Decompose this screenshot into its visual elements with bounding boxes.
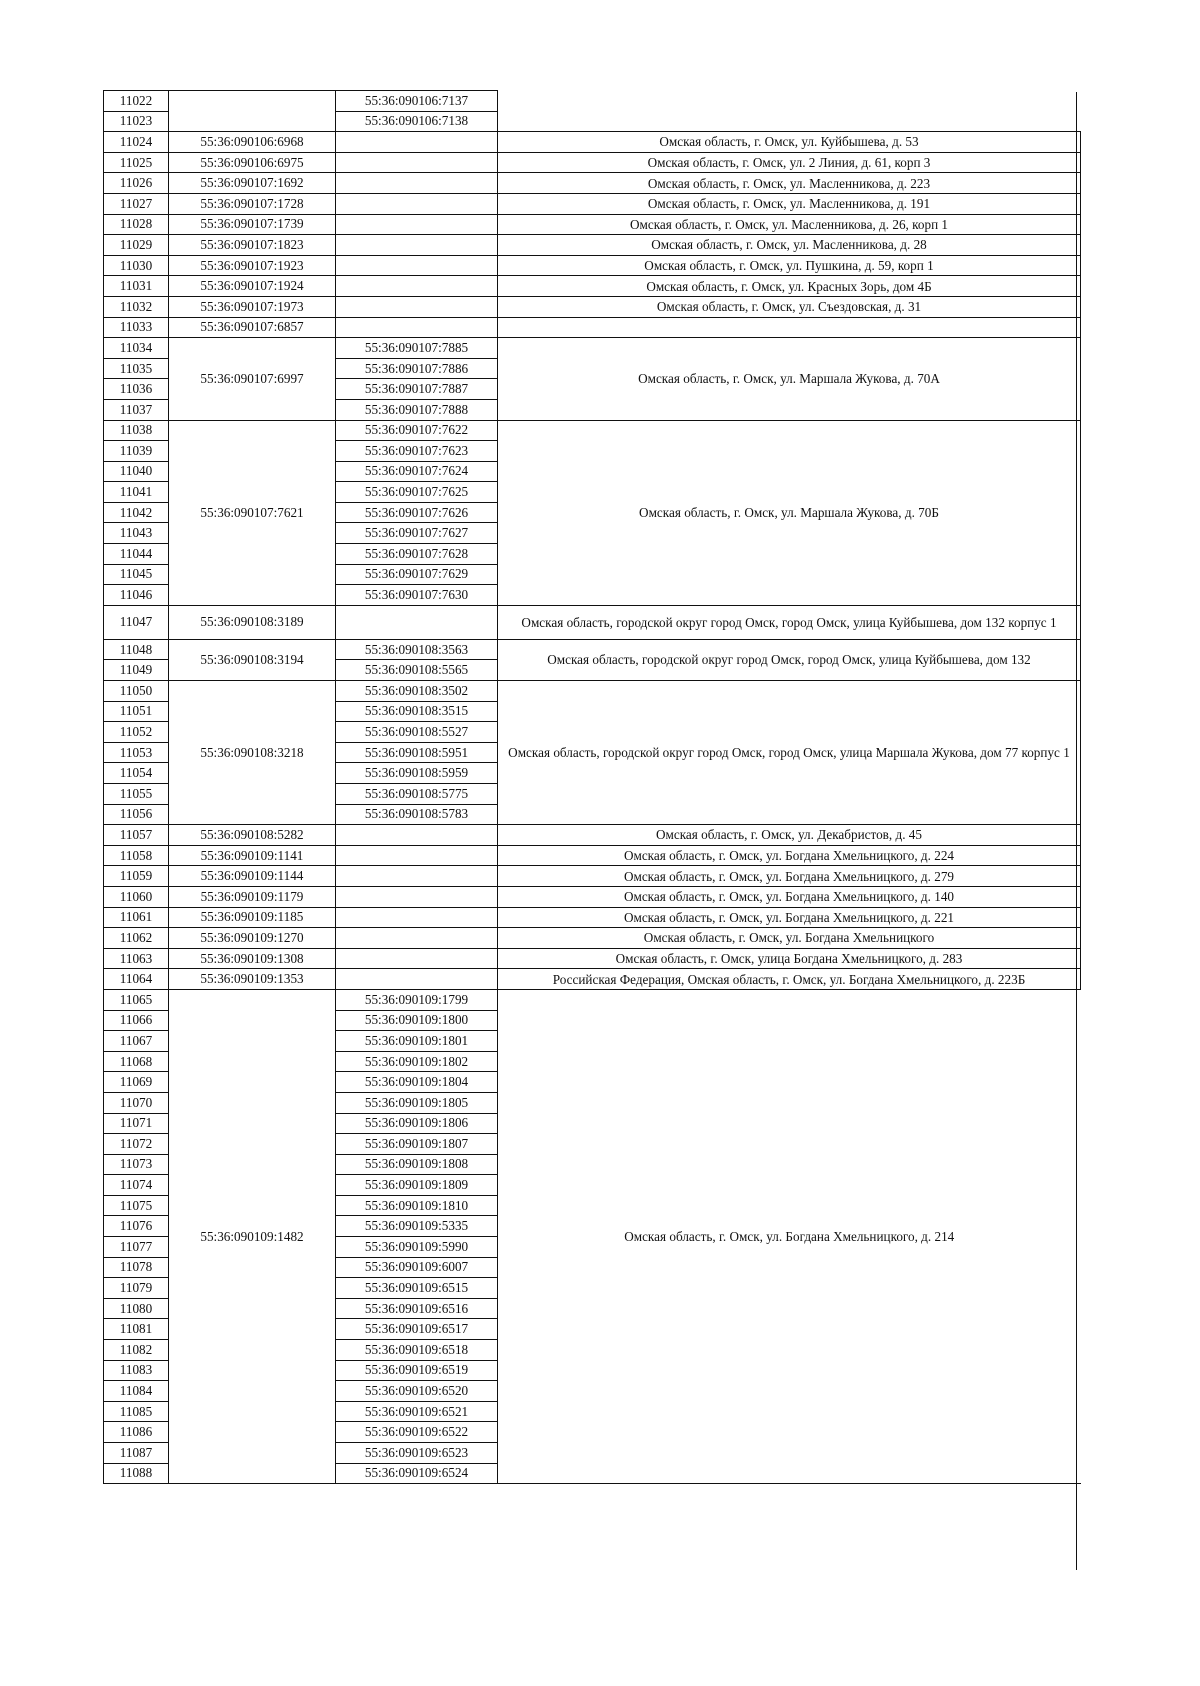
row-number-cell: 11068 (104, 1051, 169, 1072)
row-number-cell: 11030 (104, 255, 169, 276)
object-cadastral-cell: 55:36:090109:6007 (336, 1257, 498, 1278)
row-number-cell: 11081 (104, 1319, 169, 1340)
row-number-cell: 11031 (104, 276, 169, 297)
parcel-cadastral-cell (169, 91, 336, 132)
object-cadastral-cell: 55:36:090109:6517 (336, 1319, 498, 1340)
object-cadastral-cell: 55:36:090109:5335 (336, 1216, 498, 1237)
object-cadastral-cell: 55:36:090107:7623 (336, 441, 498, 462)
object-cadastral-cell: 55:36:090108:3515 (336, 701, 498, 722)
row-number-cell: 11086 (104, 1422, 169, 1443)
address-cell: Омская область, городской округ город Омск, город Омск, улица Маршала Жукова, дом 77 корпус 1 (498, 681, 1081, 825)
address-cell: Омская область, городской округ город Омск, город Омск, улица Куйбышева, дом 132 (498, 639, 1081, 680)
row-number-cell: 11064 (104, 969, 169, 990)
table-row (104, 605, 1081, 639)
table-row (104, 928, 1081, 949)
parcel-cadastral-cell: 55:36:090109:1141 (169, 845, 336, 866)
object-cadastral-cell: 55:36:090107:7628 (336, 544, 498, 565)
object-cadastral-cell: 55:36:090109:1802 (336, 1051, 498, 1072)
row-number-cell: 11087 (104, 1443, 169, 1464)
object-cadastral-cell: 55:36:090109:1799 (336, 989, 498, 1010)
table-row (104, 338, 1081, 359)
row-number-cell: 11056 (104, 804, 169, 825)
registry-table (103, 90, 1081, 1484)
parcel-cadastral-cell: 55:36:090107:1692 (169, 173, 336, 194)
object-cadastral-cell (336, 152, 498, 173)
row-number-cell: 11049 (104, 660, 169, 681)
object-cadastral-cell: 55:36:090107:7624 (336, 461, 498, 482)
address-cell: Омская область, г. Омск, ул. Масленникова, д. 223 (498, 173, 1081, 194)
address-cell: Омская область, г. Омск, ул. Масленникова, д. 28 (498, 235, 1081, 256)
address-cell: Омская область, г. Омск, улица Богдана Хмельницкого, д. 283 (498, 948, 1081, 969)
table-row (104, 989, 1081, 1010)
row-number-cell: 11032 (104, 296, 169, 317)
table-row (104, 886, 1081, 907)
row-number-cell: 11040 (104, 461, 169, 482)
row-number-cell: 11054 (104, 763, 169, 784)
object-cadastral-cell: 55:36:090109:6515 (336, 1278, 498, 1299)
row-number-cell: 11044 (104, 544, 169, 565)
parcel-cadastral-cell: 55:36:090107:6857 (169, 317, 336, 338)
table-row (104, 948, 1081, 969)
object-cadastral-cell (336, 173, 498, 194)
row-number-cell: 11076 (104, 1216, 169, 1237)
row-number-cell: 11062 (104, 928, 169, 949)
object-cadastral-cell: 55:36:090107:7888 (336, 399, 498, 420)
object-cadastral-cell: 55:36:090109:1807 (336, 1134, 498, 1155)
row-number-cell: 11079 (104, 1278, 169, 1299)
row-number-cell: 11066 (104, 1010, 169, 1031)
table-row (104, 193, 1081, 214)
table-row (104, 132, 1081, 153)
table-row (104, 296, 1081, 317)
row-number-cell: 11080 (104, 1298, 169, 1319)
address-cell: Омская область, г. Омск, ул. Масленникова, д. 26, корп 1 (498, 214, 1081, 235)
parcel-cadastral-cell: 55:36:090108:3218 (169, 681, 336, 825)
object-cadastral-cell: 55:36:090109:1809 (336, 1175, 498, 1196)
row-number-cell: 11053 (104, 742, 169, 763)
object-cadastral-cell: 55:36:090106:7138 (336, 111, 498, 132)
object-cadastral-cell: 55:36:090108:3563 (336, 639, 498, 660)
object-cadastral-cell (336, 866, 498, 887)
row-number-cell: 11088 (104, 1463, 169, 1484)
object-cadastral-cell: 55:36:090109:1800 (336, 1010, 498, 1031)
object-cadastral-cell (336, 214, 498, 235)
parcel-cadastral-cell: 55:36:090108:3189 (169, 605, 336, 639)
row-number-cell: 11045 (104, 564, 169, 585)
address-cell: Омская область, г. Омск, ул. Богдана Хмельницкого, д. 214 (498, 989, 1081, 1483)
object-cadastral-cell: 55:36:090109:1805 (336, 1092, 498, 1113)
row-number-cell: 11082 (104, 1340, 169, 1361)
address-cell: Омская область, г. Омск, ул. 2 Линия, д. 61, корп 3 (498, 152, 1081, 173)
address-cell: Омская область, г. Омск, ул. Маршала Жукова, д. 70А (498, 338, 1081, 420)
object-cadastral-cell (336, 969, 498, 990)
object-cadastral-cell (336, 605, 498, 639)
row-number-cell: 11025 (104, 152, 169, 173)
row-number-cell: 11023 (104, 111, 169, 132)
parcel-cadastral-cell: 55:36:090109:1482 (169, 989, 336, 1483)
object-cadastral-cell (336, 255, 498, 276)
object-cadastral-cell: 55:36:090108:3502 (336, 681, 498, 702)
object-cadastral-cell: 55:36:090107:7886 (336, 358, 498, 379)
object-cadastral-cell: 55:36:090109:6519 (336, 1360, 498, 1381)
row-number-cell: 11048 (104, 639, 169, 660)
row-number-cell: 11028 (104, 214, 169, 235)
parcel-cadastral-cell: 55:36:090109:1308 (169, 948, 336, 969)
parcel-cadastral-cell: 55:36:090107:1923 (169, 255, 336, 276)
row-number-cell: 11050 (104, 681, 169, 702)
page-edge-line (1076, 92, 1077, 1570)
parcel-cadastral-cell: 55:36:090107:1823 (169, 235, 336, 256)
table-row (104, 276, 1081, 297)
object-cadastral-cell (336, 948, 498, 969)
row-number-cell: 11070 (104, 1092, 169, 1113)
row-number-cell: 11058 (104, 845, 169, 866)
object-cadastral-cell: 55:36:090108:5565 (336, 660, 498, 681)
object-cadastral-cell: 55:36:090109:1801 (336, 1031, 498, 1052)
row-number-cell: 11036 (104, 379, 169, 400)
row-number-cell: 11041 (104, 482, 169, 503)
row-number-cell: 11063 (104, 948, 169, 969)
row-number-cell: 11051 (104, 701, 169, 722)
table-row (104, 91, 1081, 112)
row-number-cell: 11057 (104, 825, 169, 846)
parcel-cadastral-cell: 55:36:090109:1270 (169, 928, 336, 949)
parcel-cadastral-cell: 55:36:090109:1144 (169, 866, 336, 887)
row-number-cell: 11077 (104, 1237, 169, 1258)
row-number-cell: 11038 (104, 420, 169, 441)
row-number-cell: 11055 (104, 784, 169, 805)
object-cadastral-cell: 55:36:090106:7137 (336, 91, 498, 112)
row-number-cell: 11085 (104, 1401, 169, 1422)
parcel-cadastral-cell: 55:36:090108:3194 (169, 639, 336, 680)
address-cell: Российская Федерация, Омская область, г. Омск, ул. Богдана Хмельницкого, д. 223Б (498, 969, 1081, 990)
parcel-cadastral-cell: 55:36:090108:5282 (169, 825, 336, 846)
parcel-cadastral-cell: 55:36:090107:6997 (169, 338, 336, 420)
table-row (104, 681, 1081, 702)
parcel-cadastral-cell: 55:36:090106:6975 (169, 152, 336, 173)
address-cell: Омская область, г. Омск, ул. Красных Зорь, дом 4Б (498, 276, 1081, 297)
object-cadastral-cell: 55:36:090109:6522 (336, 1422, 498, 1443)
row-number-cell: 11069 (104, 1072, 169, 1093)
parcel-cadastral-cell: 55:36:090109:1179 (169, 886, 336, 907)
object-cadastral-cell: 55:36:090109:1810 (336, 1195, 498, 1216)
row-number-cell: 11061 (104, 907, 169, 928)
table-row (104, 825, 1081, 846)
object-cadastral-cell: 55:36:090109:6521 (336, 1401, 498, 1422)
object-cadastral-cell: 55:36:090108:5527 (336, 722, 498, 743)
row-number-cell: 11037 (104, 399, 169, 420)
address-cell: Омская область, г. Омск, ул. Съездовская, д. 31 (498, 296, 1081, 317)
object-cadastral-cell: 55:36:090109:6516 (336, 1298, 498, 1319)
row-number-cell: 11034 (104, 338, 169, 359)
table-row (104, 214, 1081, 235)
parcel-cadastral-cell: 55:36:090107:1739 (169, 214, 336, 235)
row-number-cell: 11083 (104, 1360, 169, 1381)
object-cadastral-cell: 55:36:090107:7627 (336, 523, 498, 544)
table-row (104, 317, 1081, 338)
row-number-cell: 11042 (104, 502, 169, 523)
address-cell: Омская область, городской округ город Омск, город Омск, улица Куйбышева, дом 132 корпус 1 (498, 605, 1081, 639)
row-number-cell: 11029 (104, 235, 169, 256)
object-cadastral-cell (336, 296, 498, 317)
address-cell (498, 317, 1081, 338)
object-cadastral-cell: 55:36:090107:7625 (336, 482, 498, 503)
object-cadastral-cell (336, 317, 498, 338)
address-cell: Омская область, г. Омск, ул. Маршала Жукова, д. 70Б (498, 420, 1081, 605)
table-row (104, 866, 1081, 887)
row-number-cell: 11022 (104, 91, 169, 112)
row-number-cell: 11046 (104, 585, 169, 606)
object-cadastral-cell (336, 845, 498, 866)
address-cell: Омская область, г. Омск, ул. Куйбышева, д. 53 (498, 132, 1081, 153)
object-cadastral-cell: 55:36:090107:7629 (336, 564, 498, 585)
object-cadastral-cell: 55:36:090109:6520 (336, 1381, 498, 1402)
row-number-cell: 11065 (104, 989, 169, 1010)
address-cell: Омская область, г. Омск, ул. Богдана Хмельницкого (498, 928, 1081, 949)
table-row (104, 173, 1081, 194)
row-number-cell: 11052 (104, 722, 169, 743)
row-number-cell: 11027 (104, 193, 169, 214)
row-number-cell: 11043 (104, 523, 169, 544)
address-cell: Омская область, г. Омск, ул. Декабристов, д. 45 (498, 825, 1081, 846)
object-cadastral-cell (336, 825, 498, 846)
address-cell: Омская область, г. Омск, ул. Богдана Хмельницкого, д. 279 (498, 866, 1081, 887)
object-cadastral-cell (336, 235, 498, 256)
address-cell: Омская область, г. Омск, ул. Богдана Хмельницкого, д. 221 (498, 907, 1081, 928)
table-row (104, 969, 1081, 990)
object-cadastral-cell: 55:36:090109:6518 (336, 1340, 498, 1361)
table-row (104, 255, 1081, 276)
parcel-cadastral-cell: 55:36:090107:1924 (169, 276, 336, 297)
object-cadastral-cell: 55:36:090108:5951 (336, 742, 498, 763)
address-cell (498, 91, 1081, 132)
row-number-cell: 11071 (104, 1113, 169, 1134)
parcel-cadastral-cell: 55:36:090109:1185 (169, 907, 336, 928)
object-cadastral-cell: 55:36:090107:7622 (336, 420, 498, 441)
table-row (104, 420, 1081, 441)
row-number-cell: 11039 (104, 441, 169, 462)
parcel-cadastral-cell: 55:36:090107:1728 (169, 193, 336, 214)
parcel-cadastral-cell: 55:36:090106:6968 (169, 132, 336, 153)
object-cadastral-cell: 55:36:090107:7885 (336, 338, 498, 359)
row-number-cell: 11060 (104, 886, 169, 907)
object-cadastral-cell: 55:36:090109:1806 (336, 1113, 498, 1134)
object-cadastral-cell: 55:36:090109:6523 (336, 1443, 498, 1464)
address-cell: Омская область, г. Омск, ул. Масленникова, д. 191 (498, 193, 1081, 214)
object-cadastral-cell: 55:36:090108:5783 (336, 804, 498, 825)
table-row (104, 907, 1081, 928)
registry-table-body (104, 91, 1081, 1484)
address-cell: Омская область, г. Омск, ул. Пушкина, д. 59, корп 1 (498, 255, 1081, 276)
object-cadastral-cell (336, 132, 498, 153)
object-cadastral-cell: 55:36:090107:7887 (336, 379, 498, 400)
parcel-cadastral-cell: 55:36:090107:7621 (169, 420, 336, 605)
address-cell: Омская область, г. Омск, ул. Богдана Хмельницкого, д. 224 (498, 845, 1081, 866)
address-cell: Омская область, г. Омск, ул. Богдана Хмельницкого, д. 140 (498, 886, 1081, 907)
object-cadastral-cell: 55:36:090109:1804 (336, 1072, 498, 1093)
table-row (104, 845, 1081, 866)
object-cadastral-cell: 55:36:090108:5775 (336, 784, 498, 805)
object-cadastral-cell (336, 886, 498, 907)
row-number-cell: 11073 (104, 1154, 169, 1175)
row-number-cell: 11075 (104, 1195, 169, 1216)
row-number-cell: 11059 (104, 866, 169, 887)
row-number-cell: 11026 (104, 173, 169, 194)
object-cadastral-cell: 55:36:090107:7630 (336, 585, 498, 606)
object-cadastral-cell: 55:36:090107:7626 (336, 502, 498, 523)
object-cadastral-cell: 55:36:090108:5959 (336, 763, 498, 784)
table-row (104, 152, 1081, 173)
row-number-cell: 11078 (104, 1257, 169, 1278)
row-number-cell: 11033 (104, 317, 169, 338)
object-cadastral-cell (336, 193, 498, 214)
object-cadastral-cell (336, 928, 498, 949)
row-number-cell: 11047 (104, 605, 169, 639)
parcel-cadastral-cell: 55:36:090109:1353 (169, 969, 336, 990)
table-row (104, 639, 1081, 660)
object-cadastral-cell: 55:36:090109:6524 (336, 1463, 498, 1484)
row-number-cell: 11035 (104, 358, 169, 379)
row-number-cell: 11067 (104, 1031, 169, 1052)
object-cadastral-cell: 55:36:090109:1808 (336, 1154, 498, 1175)
table-row (104, 235, 1081, 256)
row-number-cell: 11024 (104, 132, 169, 153)
row-number-cell: 11074 (104, 1175, 169, 1196)
parcel-cadastral-cell: 55:36:090107:1973 (169, 296, 336, 317)
row-number-cell: 11084 (104, 1381, 169, 1402)
object-cadastral-cell (336, 276, 498, 297)
object-cadastral-cell (336, 907, 498, 928)
row-number-cell: 11072 (104, 1134, 169, 1155)
object-cadastral-cell: 55:36:090109:5990 (336, 1237, 498, 1258)
